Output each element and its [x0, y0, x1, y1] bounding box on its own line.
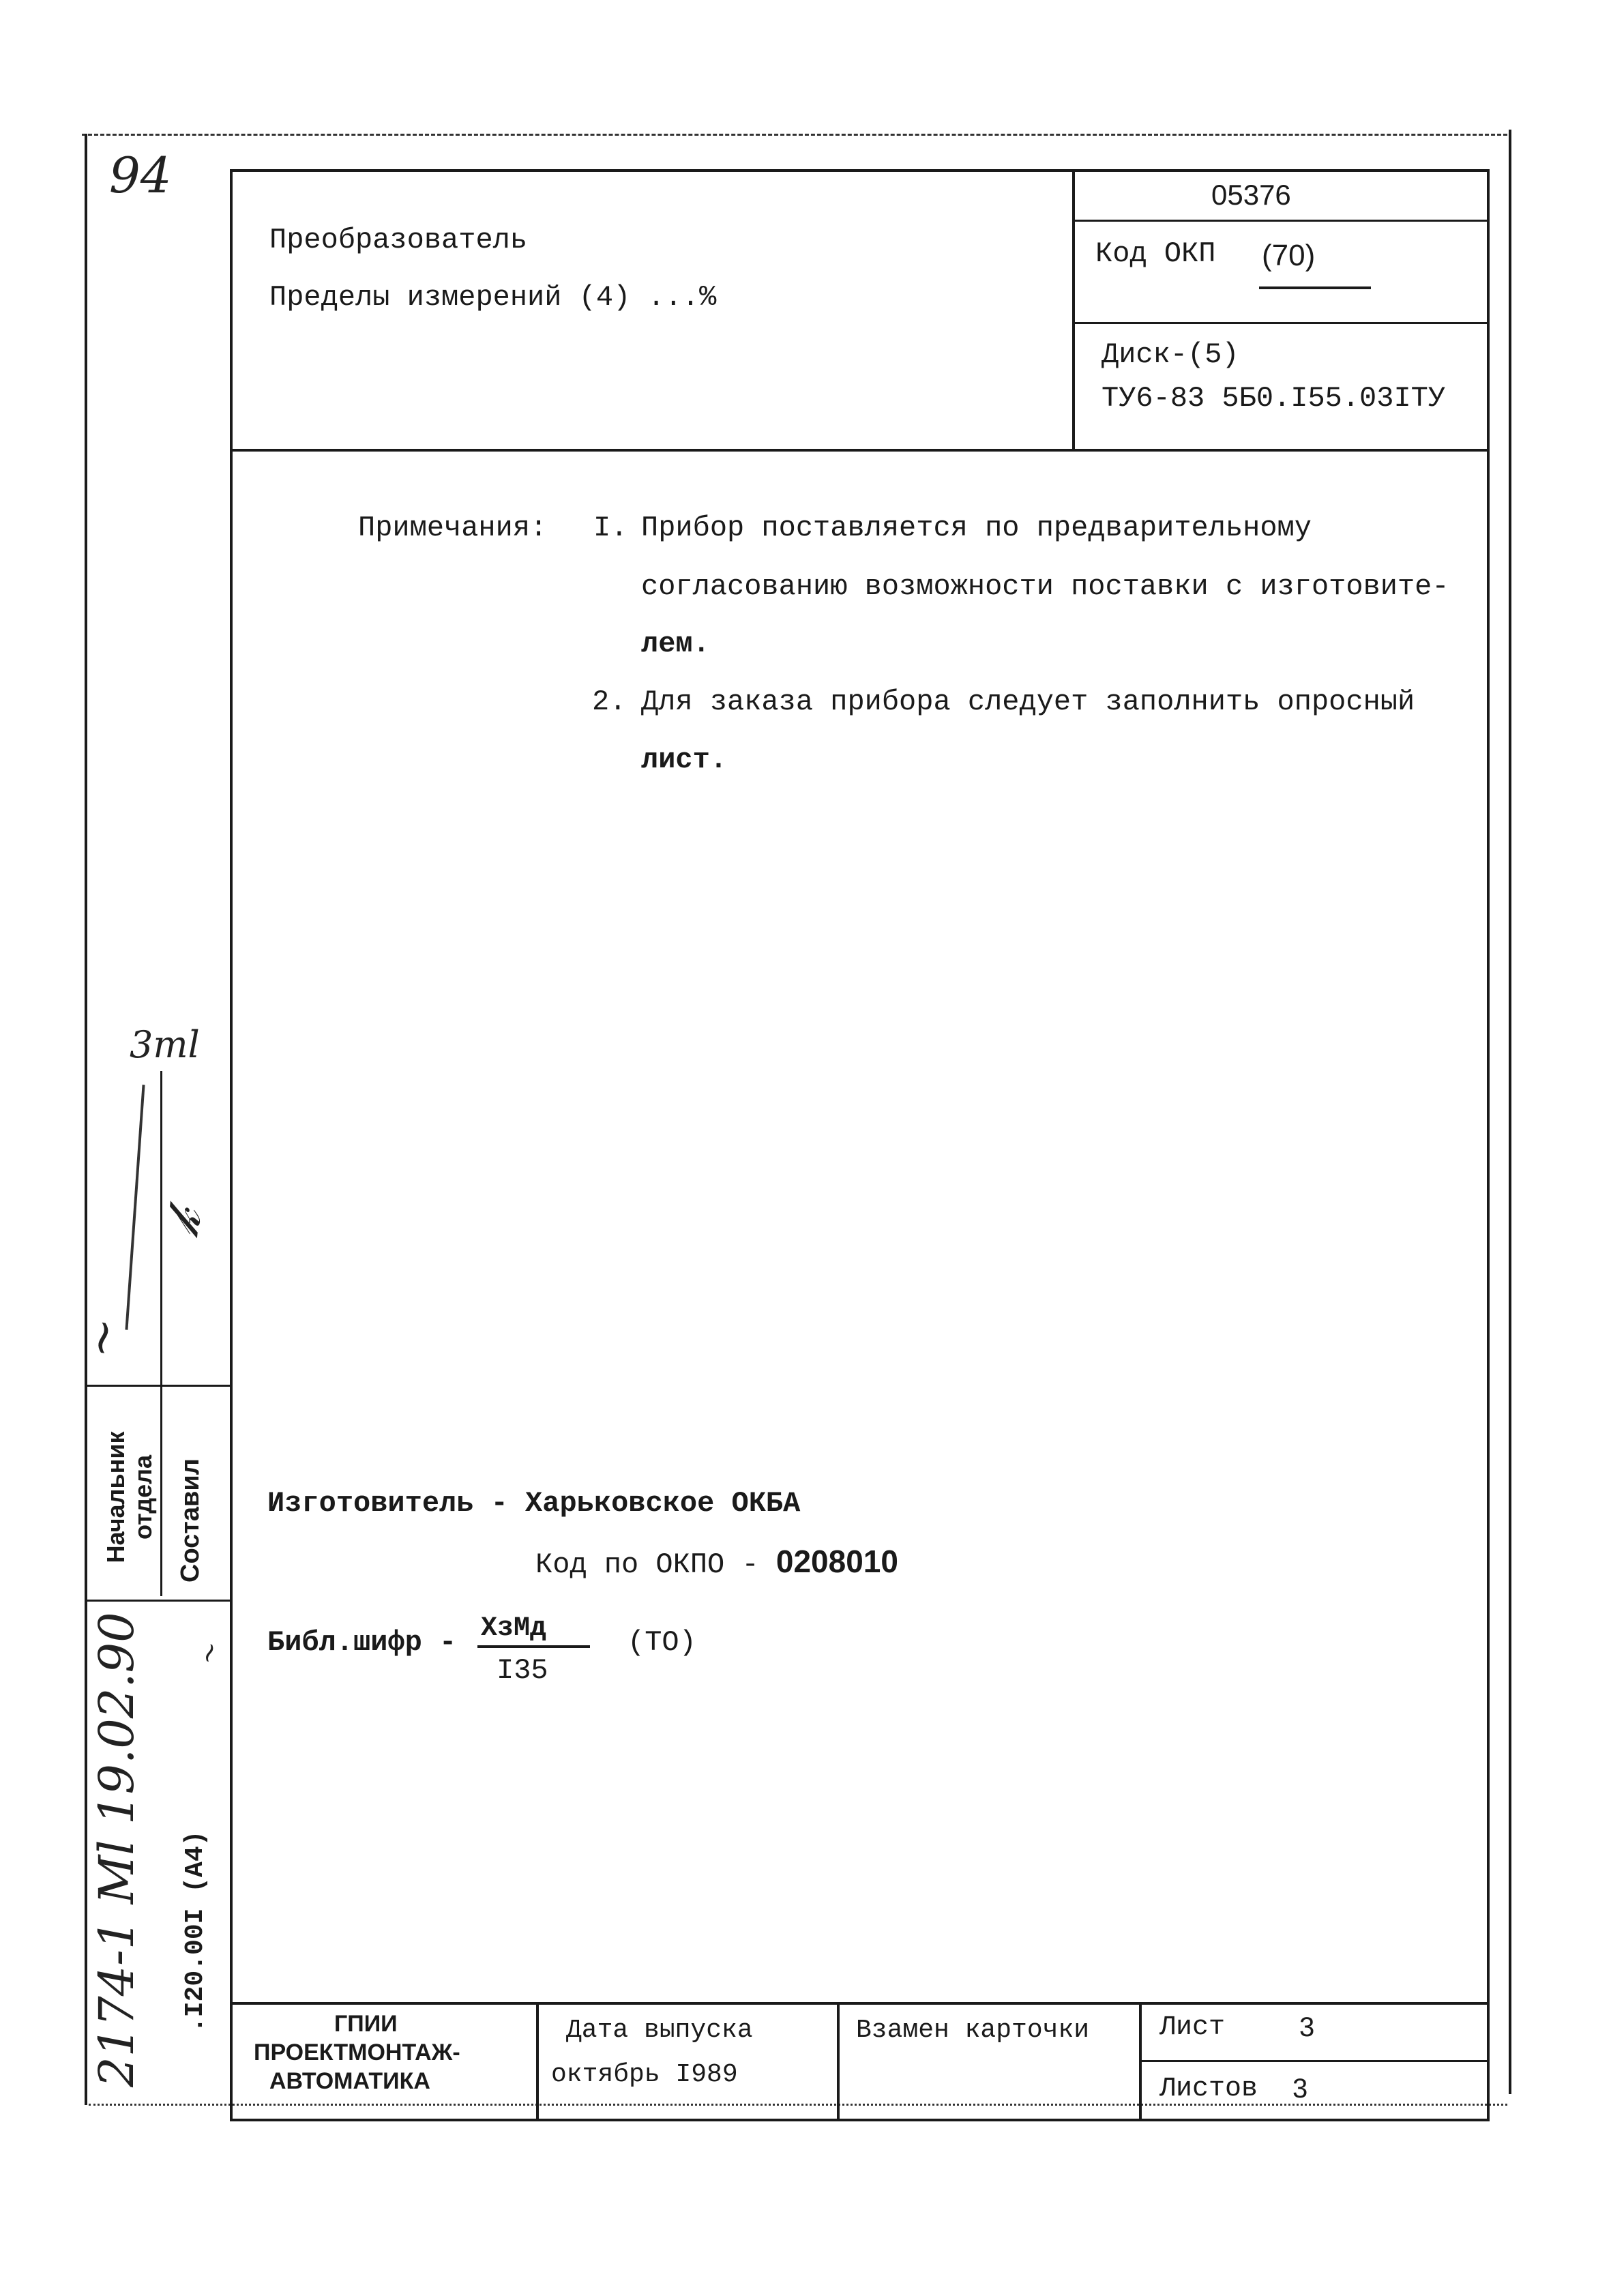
code-box-bottom	[1072, 220, 1490, 222]
manufacturer-line: Изготовитель - Харьковское ОКБА	[267, 1487, 801, 1520]
header-bottom-border	[230, 449, 1490, 452]
footer-date-label: Дата выпуска	[566, 2016, 753, 2045]
footer-sheet-value: 3	[1299, 2012, 1315, 2042]
footer-sheet-divider	[1139, 2060, 1490, 2062]
small-signature: ~	[190, 1636, 228, 1669]
okp-label: Код ОКП	[1095, 237, 1216, 270]
form-code: .I20.00I (А4)	[181, 1830, 210, 2033]
top-dashed-border	[82, 134, 1507, 136]
note-1-line-2: согласованию возможности поставки с изготовите-	[641, 570, 1449, 603]
okp-value: (70)	[1262, 239, 1316, 272]
corner-number: 94	[109, 147, 172, 204]
notes-label: Примечания:	[358, 512, 548, 544]
signature-note: 3ml	[130, 1023, 200, 1066]
library-suffix: (ТО)	[627, 1626, 696, 1659]
header-title: Преобразователь	[269, 224, 528, 256]
footer-bottom-border	[230, 2119, 1490, 2121]
footer-divider-2	[837, 2002, 840, 2121]
note-2-line-1: Для заказа прибора следует заполнить опросный	[641, 686, 1415, 718]
note-1-line-3: лем.	[641, 628, 710, 660]
note-1-number: I.	[593, 512, 628, 544]
side-row-line-2	[85, 1600, 231, 1602]
measurement-range: Пределы измерений (4) ...%	[269, 281, 717, 314]
signature-stroke-1	[125, 1085, 145, 1329]
card-right-border	[1487, 169, 1490, 2120]
footer-replace-label: Взамен карточки	[856, 2016, 1090, 2045]
footer-org-line-1: ГПИИ	[334, 2011, 398, 2037]
head-of-department-label	[102, 1402, 157, 1593]
okp-box-bottom	[1072, 322, 1490, 324]
footer-org-line-3: АВТОМАТИКА	[269, 2068, 430, 2094]
header-right-divider	[1072, 169, 1075, 450]
okp-underline	[1259, 286, 1371, 289]
footer-top-border	[230, 2002, 1490, 2005]
footer-sheets-label: Листов	[1159, 2074, 1258, 2104]
card-top-border	[230, 169, 1490, 172]
note-2-line-2: лист.	[641, 744, 728, 776]
footer-sheets-value: 3	[1292, 2074, 1308, 2104]
okpo-line	[535, 1543, 898, 1581]
library-numerator: ХзМд	[481, 1613, 547, 1644]
okpo-label: Код по ОКПО -	[535, 1548, 776, 1581]
footer-divider-1	[536, 2002, 539, 2121]
signature-head: ~	[70, 1312, 133, 1363]
handwritten-date: 2174-1 Ml 19.02.90	[89, 1612, 145, 2087]
card-left-border	[230, 169, 233, 2120]
code-top: 05376	[1211, 179, 1291, 211]
library-label: Библ.шифр -	[267, 1626, 457, 1659]
tu-code: ТУ6-83 5Б0.I55.03IТУ	[1102, 382, 1446, 415]
library-denominator: I35	[497, 1654, 548, 1687]
right-outer-border	[1509, 130, 1511, 2094]
author-label: Составил	[176, 1458, 205, 1583]
head-of-department-text: Начальник отдела	[102, 1431, 157, 1563]
signature-author: 𝓀	[153, 1204, 213, 1240]
footer-org-line-2: ПРОЕКТМОНТАЖ-	[254, 2040, 460, 2065]
footer-date-value: октябрь I989	[551, 2060, 738, 2089]
footer-sheet-label: Лист	[1159, 2012, 1226, 2043]
disk-code: Диск-(5)	[1102, 338, 1239, 371]
library-fraction-bar	[477, 1645, 590, 1648]
note-2-number: 2.	[592, 686, 627, 718]
side-row-line-1	[85, 1385, 231, 1387]
note-1-line-1: Прибор поставляется по предварительному	[641, 512, 1312, 544]
left-outer-border	[85, 134, 87, 2105]
side-column-divider	[160, 1071, 162, 1596]
okpo-value: 0208010	[775, 1544, 898, 1579]
